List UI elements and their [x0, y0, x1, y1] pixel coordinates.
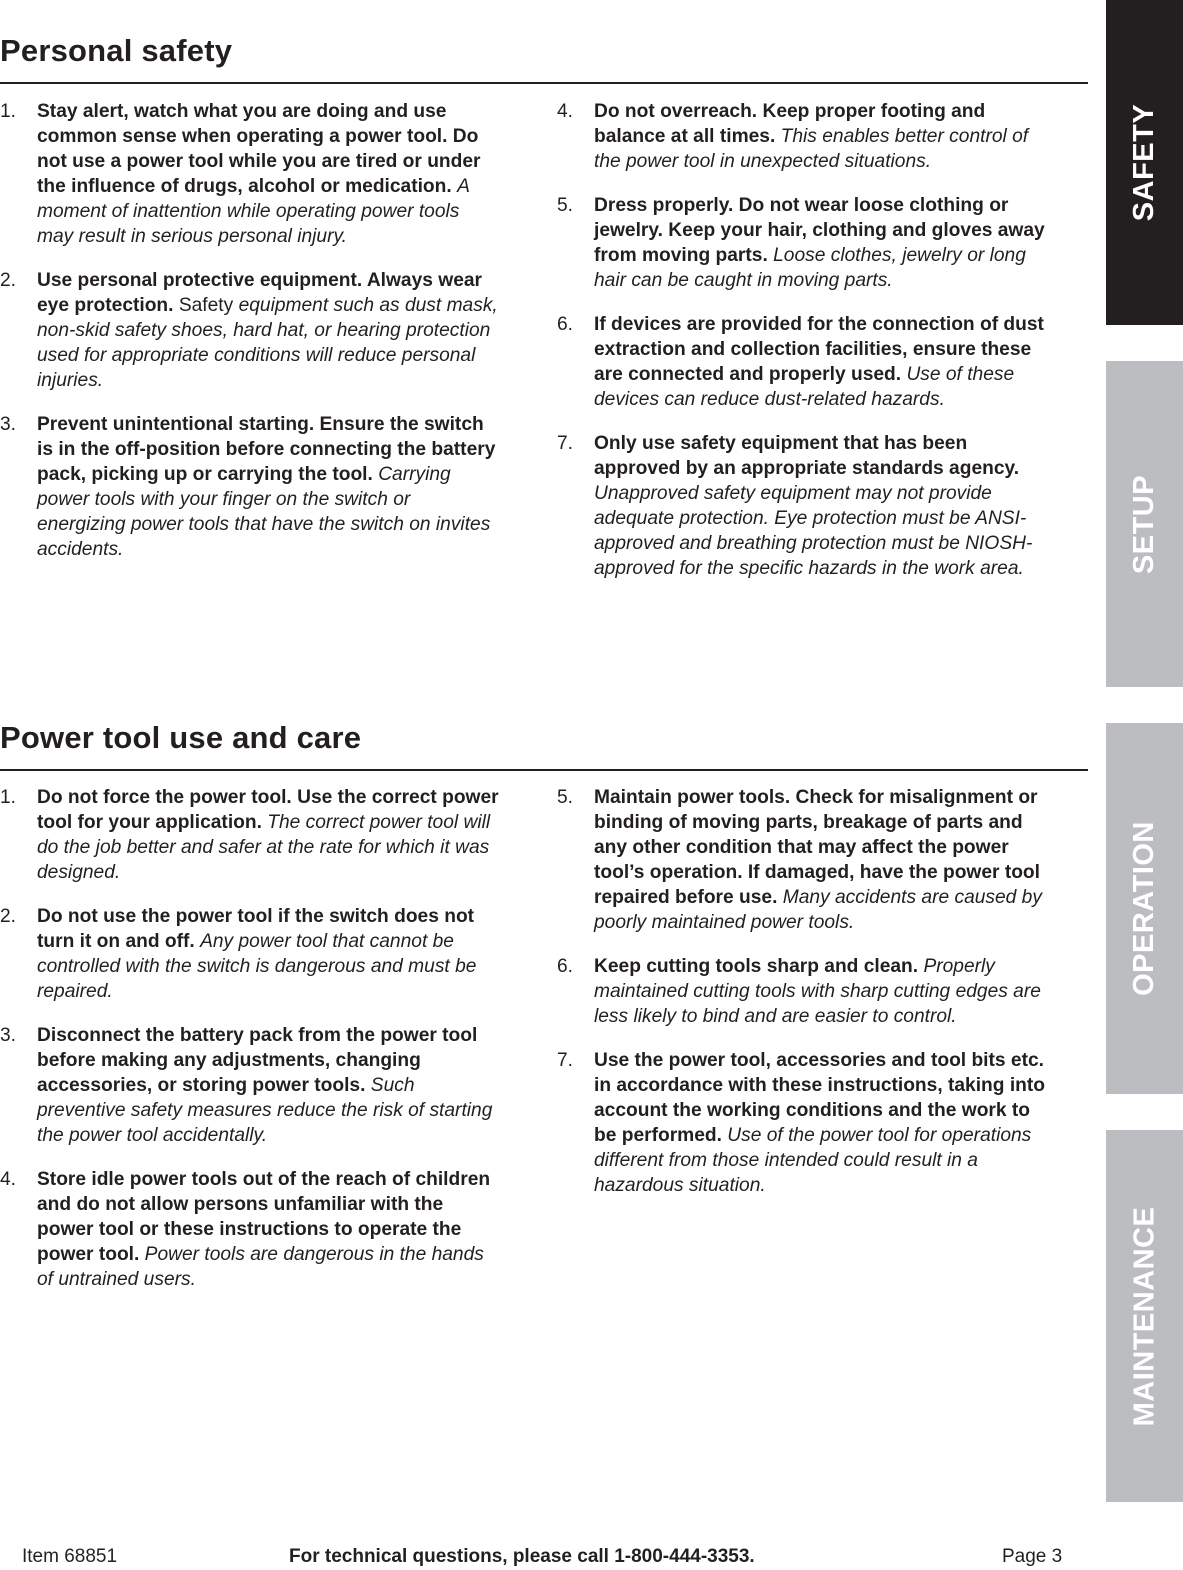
item-number: 1.: [0, 787, 17, 808]
item-instruction: Do not force the power tool. Use the correct power tool for your application.: [37, 787, 499, 833]
power-tool-right-column: [557, 785, 1057, 1198]
list-item: [557, 99, 1057, 174]
item-instruction: Disconnect the battery pack from the power tool before making any adjustments, changing accessories, or storing power tools.: [37, 1025, 478, 1096]
item-plain-text: Safety: [178, 295, 234, 316]
tab-label: MAINTENANCE: [1128, 1206, 1160, 1426]
tab-setup[interactable]: [1106, 361, 1183, 687]
footer-page-number: Page 3: [1002, 1546, 1063, 1567]
item-number: 6.: [557, 956, 574, 977]
list-item: [557, 954, 1057, 1029]
list-item: [0, 412, 500, 562]
tab-label: OPERATION: [1128, 821, 1160, 996]
item-explanation: Power tools are dangerous in the hands of untrained users.: [37, 1244, 484, 1290]
item-explanation: equipment such as dust mask, non-skid safety shoes, hard hat, or hearing protection used for appropriate conditions will reduce personal injuries.: [37, 295, 498, 391]
item-instruction: Store idle power tools out of the reach of children and do not allow persons unfamiliar with the power tool or these instructions to operate the power tool.: [37, 1169, 491, 1265]
section-tabs: [1106, 0, 1183, 1502]
item-number: 4.: [0, 1169, 17, 1190]
personal-safety-right-column: [557, 99, 1057, 581]
item-explanation: Any power tool that cannot be controlled with the switch is dangerous and must be repaired.: [37, 931, 477, 1002]
item-number: 1.: [0, 101, 17, 122]
footer-item-number: Item 68851: [22, 1546, 118, 1567]
item-instruction: Maintain power tools. Check for misalignment or binding of moving parts, breakage of parts and any other condition that may affect the power tool’s operation. If damaged, have the power tool repaired before use.: [594, 787, 1040, 908]
list-item: [557, 431, 1057, 581]
tab-label: SETUP: [1128, 474, 1160, 574]
item-explanation: Use of the power tool for operations different from those intended could result in a hazardous situation.: [594, 1125, 1032, 1196]
item-number: 7.: [557, 433, 574, 454]
section-divider: [0, 769, 1088, 771]
list-item: [0, 904, 500, 1004]
item-number: 2.: [0, 906, 17, 927]
power-tool-left-column: [0, 785, 500, 1292]
item-explanation: Loose clothes, jewelry or long hair can be caught in moving parts.: [594, 245, 1026, 291]
list-item: [557, 312, 1057, 412]
item-number: 2.: [0, 270, 17, 291]
list-item: [0, 1023, 500, 1148]
item-instruction: If devices are provided for the connection of dust extraction and collection facilities, ensure these are connected and properly used.: [594, 314, 1044, 385]
item-number: 3.: [0, 414, 17, 435]
list-item: [557, 1048, 1057, 1198]
item-instruction: Do not use the power tool if the switch does not turn it on and off.: [37, 906, 475, 952]
section-title-power-tool-use: Power tool use and care: [0, 720, 362, 755]
item-explanation: Use of these devices can reduce dust-related hazards.: [594, 364, 1015, 410]
item-explanation: Such preventive safety measures reduce the risk of starting the power tool accidentally.: [37, 1075, 493, 1146]
list-item: [557, 785, 1057, 935]
list-item: [557, 193, 1057, 293]
item-explanation: The correct power tool will do the job better and safer at the rate for which it was designed.: [37, 812, 491, 883]
list-item: [0, 785, 500, 885]
section-title-personal-safety: Personal safety: [0, 33, 233, 68]
list-item: [0, 1167, 500, 1292]
item-number: 5.: [557, 787, 574, 808]
item-number: 7.: [557, 1050, 574, 1071]
item-instruction: Do not overreach. Keep proper footing and balance at all times.: [594, 101, 986, 147]
item-instruction: Prevent unintentional starting. Ensure the switch is in the off-position before connecting the battery pack, picking up or carrying the tool.: [37, 414, 496, 485]
item-instruction: Use the power tool, accessories and tool bits etc. in accordance with these instructions, taking into account the working conditions and the work to be performed.: [594, 1050, 1045, 1146]
item-explanation: Many accidents are caused by poorly maintained power tools.: [594, 887, 1042, 933]
item-number: 6.: [557, 314, 574, 335]
item-instruction: Dress properly. Do not wear loose clothing or jewelry. Keep your hair, clothing and gloves away from moving parts.: [594, 195, 1045, 266]
personal-safety-left-column: [0, 99, 500, 562]
item-instruction: Use personal protective equipment. Always wear eye protection.: [37, 270, 483, 316]
item-explanation: Unapproved safety equipment may not provide adequate protection. Eye protection must be ANSI-approved and breathing protection must be NIOSH-approved for the specific hazards in the work area.: [594, 483, 1033, 579]
item-instruction: Stay alert, watch what you are doing and use common sense when operating a power tool. Do not use a power tool while you are tired or under the influence of drugs, alcohol or medication.: [37, 101, 481, 197]
item-number: 3.: [0, 1025, 17, 1046]
item-instruction: Keep cutting tools sharp and clean.: [594, 956, 919, 977]
item-number: 5.: [557, 195, 574, 216]
item-explanation: Properly maintained cutting tools with sharp cutting edges are less likely to bind and are easier to control.: [594, 956, 1041, 1027]
tab-safety[interactable]: [1106, 0, 1183, 325]
footer-contact: For technical questions, please call 1-800-444-3353.: [289, 1546, 755, 1567]
item-number: 4.: [557, 101, 574, 122]
tab-operation[interactable]: [1106, 723, 1183, 1094]
list-item: [0, 99, 500, 249]
section-divider: [0, 82, 1088, 84]
tab-label: SAFETY: [1128, 103, 1160, 222]
list-item: [0, 268, 500, 393]
item-explanation: This enables better control of the power tool in unexpected situations.: [594, 126, 1029, 172]
tab-maintenance[interactable]: [1106, 1130, 1183, 1502]
item-explanation: A moment of inattention while operating power tools may result in serious personal injury.: [37, 176, 470, 247]
item-instruction: Only use safety equipment that has been approved by an appropriate standards agency.: [594, 433, 1020, 479]
item-explanation: Carrying power tools with your finger on the switch or energizing power tools that have the switch on invites accidents.: [37, 464, 491, 560]
